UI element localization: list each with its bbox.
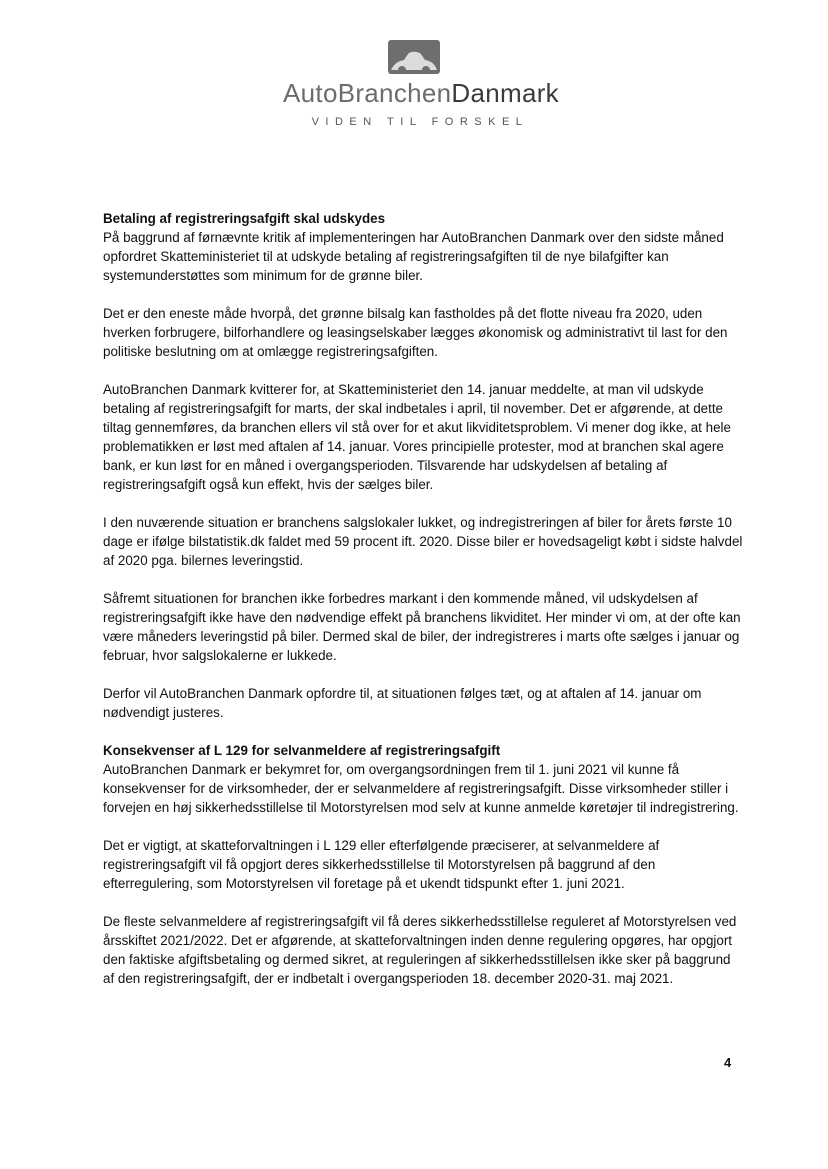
section-heading: Konsekvenser af L 129 for selvanmeldere af registreringsafgift [103,743,501,758]
paragraph: Det er vigtigt, at skatteforvaltningen i L 129 eller efterfølgende præciserer, at selvanmeldere af registreringsafgift vil få opgjort deres sikkerhedsstillelse til Motorstyrelsen på baggrund af den efterregulering, som Motorstyrelsen vil foretage på et ukendt tidspunkt efter 1. juni 2021. [103,838,660,891]
letterhead [0,40,828,128]
paragraph: AutoBranchen Danmark kvitterer for, at Skatteministeriet den 14. januar meddelte, at man vil udskyde betaling af registreringsafgift for marts, der skal indbetales i april, til november. Det er afgørende, at dette tiltag gennemføres, da branchen ellers vil stå over for et akut likviditetsproblem. Vi mener dog ikke, at hele problematikken er løst med aftalen af 14. januar. Vores principielle protester, mod at branchen skal agere bank, er kun løst for en måned i overgangsperioden. Tilsvarende har udskydelsen af betaling af registreringsafgift også kun effekt, hvis der sælges biler. [103,382,731,492]
paragraph: Såfremt situationen for branchen ikke forbedres markant i den kommende måned, vil udskydelsen af registreringsafgift ikke have den nødvendige effekt på branchens likviditet. Her minder vi om, at der ofte kan være måneders leveringstid på biler. Dermed skal de biler, der indregistreres i marts ofte sælges i januar og februar, hvor salgslokalerne er lukkede. [103,591,741,663]
brand-tagline: VIDEN TIL FORSKEL [311,116,529,128]
document-body [103,209,743,1007]
section-heading: Betaling af registreringsafgift skal udskydes [103,211,386,226]
brand-name [0,78,828,108]
paragraph: På baggrund af førnævnte kritik af implementeringen har AutoBranchen Danmark over den sidste måned opfordret Skatteministeriet til at udskyde betaling af registreringsafgiften til de nye bilafgifter kan systemunderstøttes som minimum for de grønne biler. [103,230,724,283]
section-registration-tax-deferral [103,209,743,722]
paragraph: Det er den eneste måde hvorpå, det grønne bilsalg kan fastholdes på det flotte niveau fra 2020, uden hverken forbrugere, bilforhandlere og leasingselskaber lægges økonomisk og administrativt til last for den politiske beslutning om at omlægge registreringsafgiften. [103,306,728,359]
paragraph: I den nuværende situation er branchens salgslokaler lukket, og indregistreringen af biler for årets første 10 dage er ifølge bilstatistik.dk faldet med 59 procent ift. 2020. Disse biler er hovedsageligt købt i sidste halvdel af 2020 pga. bilernes leveringstid. [103,515,743,568]
page-number: 4 [724,1055,732,1070]
paragraph: De fleste selvanmeldere af registreringsafgift vil få deres sikkerhedsstillelse reguleret af Motorstyrelsen ved årsskiftet 2021/2022. Det er afgørende, at skatteforvaltningen inden denne regulering opgøres, har opgjort den faktiske afgiftsbetaling og dermed sikret, at reguleringen af sikkerhedsstillelsen ikke sker på baggrund af den registreringsafgift, der er indbetalt i overgangsperioden 18. december 2020-31. maj 2021. [103,914,737,986]
paragraph: Derfor vil AutoBranchen Danmark opfordre til, at situationen følges tæt, og at aftalen af 14. januar om nødvendigt justeres. [103,686,702,720]
brand-part2: Danmark [451,78,559,108]
car-logo-icon [388,40,440,74]
brand-part1: AutoBranchen [283,78,452,108]
paragraph: AutoBranchen Danmark er bekymret for, om overgangsordningen frem til 1. juni 2021 vil kunne få konsekvenser for de virksomheder, der er selvanmeldere af registreringsafgift. Disse virksomheder stiller i forvejen en høj sikkerhedsstillelse til Motorstyrelsen mod selv at kunne anmelde køretøjer til indregistrering. [103,762,739,815]
section-l129-consequences [103,741,743,988]
